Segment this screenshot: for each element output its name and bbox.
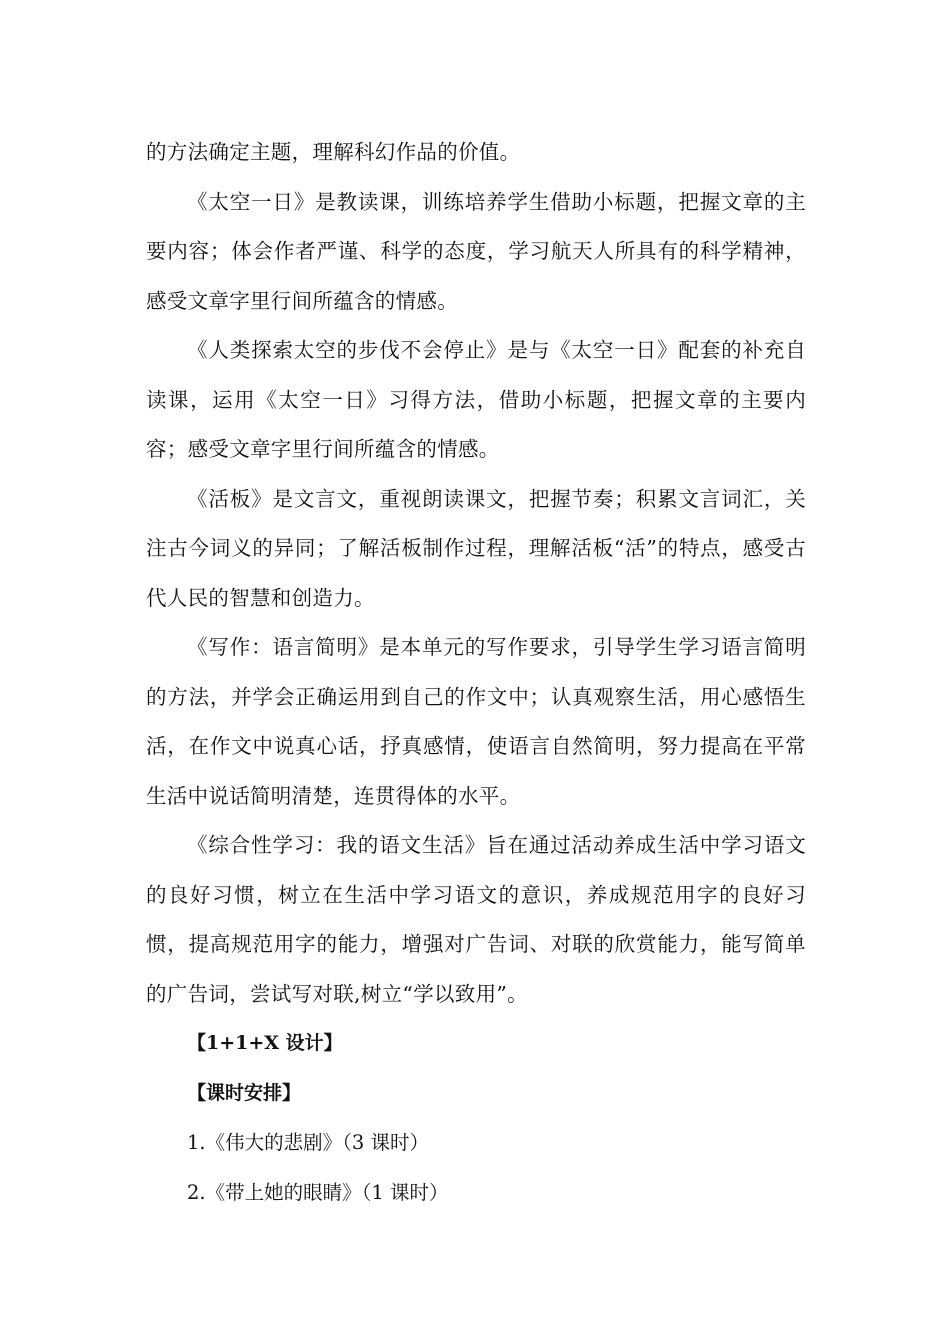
schedule-item-1: 1.《伟大的悲剧》（3 课时） [187, 1131, 429, 1154]
paragraph-renlei-tansuo: 《人类探索太空的步伐不会停止》是与《太空一日》配套的补充自读课，运用《太空一日》习得方法，借助小标题，把握文章的主要内容；感受文章字里行间所蕴含的情感。 [146, 338, 806, 461]
paragraph-comprehensive-learning: 《综合性学习：我的语文生活》旨在通过活动养成生活中学习语文的良好习惯，树立在生活中学习语文的意识，养成规范用字的良好习惯，提高规范用字的能力，增强对广告词、对联的欣赏能力，能写简单的广告词，尝试写对联,树立“学以致用”。 [146, 833, 806, 1006]
schedule-item-2: 2.《带上她的眼睛》（1 课时） [187, 1180, 449, 1204]
heading-schedule: 【课时安排】 [187, 1081, 302, 1104]
paragraph-taikong-yiri: 《太空一日》是教读课，训练培养学生借助小标题，把握文章的主要内容；体会作者严谨、科学的态度，学习航天人所具有的科学精神，感受文章字里行间所蕴含的情感。 [146, 189, 806, 313]
paragraph-intro-continuation: 的方法确定主题，理解科幻作品的价值。 [146, 140, 521, 164]
paragraph-huoban: 《活板》是文言文，重视朗读课文，把握节奏；积累文言词汇，关注古今词义的异同；了解活板制作过程，理解活板“活”的特点，感受古代人民的智慧和创造力。 [146, 486, 806, 610]
paragraph-writing: 《写作：语言简明》是本单元的写作要求，引导学生学习语言简明的方法，并学会正确运用到自己的作文中；认真观察生活，用心感悟生活，在作文中说真心话，抒真感情，使语言自然简明，努力提高在平常生活中说话简明清楚，连贯得体的水平。 [146, 635, 806, 808]
document-body [146, 128, 806, 1217]
heading-design: 【1+1+X 设计】 [187, 1032, 343, 1054]
